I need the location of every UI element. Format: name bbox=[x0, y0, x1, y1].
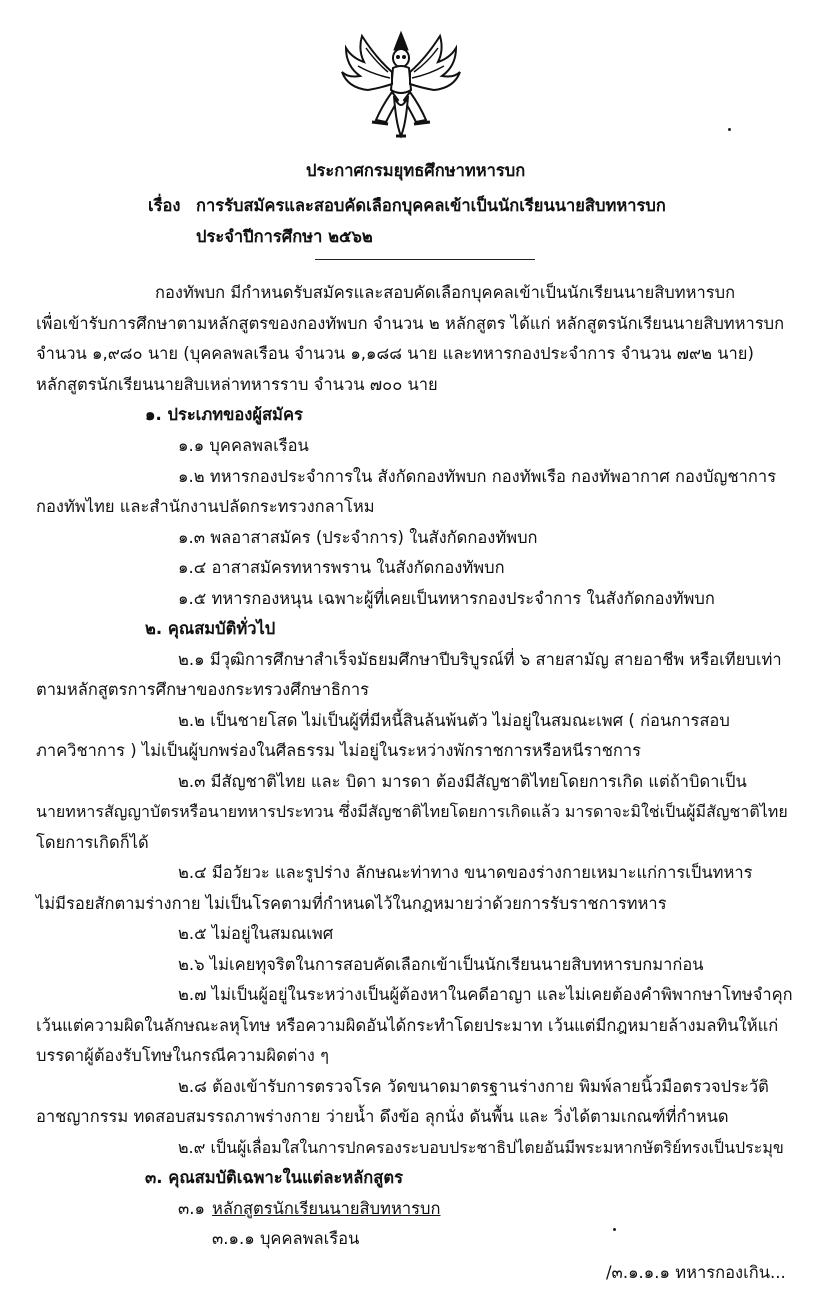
intro-line: กองทัพบก มีกำหนดรับสมัครและสอบคัดเลือกบุคคลเข้าเป็นนักเรียนนายสิบทหารบก bbox=[155, 283, 736, 302]
section2-item-cont: เว้นแต่ความผิดในลักษณะลหุโทษ หรือความผิดอันได้กระทำโดยประมาท เว้นแต่มีกฎหมายล้างมลทินให้แก่ bbox=[36, 1016, 779, 1035]
scan-speck bbox=[613, 1228, 616, 1231]
section1-heading: ๑. ประเภทของผู้สมัคร bbox=[145, 405, 303, 424]
title-divider bbox=[315, 259, 535, 260]
section2-item: ๒.๑ มีวุฒิการศึกษาสำเร็จมัธยมศึกษาปีบริบูรณ์ที่ ๖ สายสามัญ สายอาชีพ หรือเทียบเท่า bbox=[178, 650, 782, 669]
section2-item: ๒.๖ ไม่เคยทุจริตในการสอบคัดเลือกเข้าเป็นนักเรียนนายสิบทหารบกมาก่อน bbox=[178, 955, 704, 974]
section2-item: ๒.๘ ต้องเข้ารับการตรวจโรค วัดขนาดมาตรฐานร่างกาย พิมพ์ลายนิ้วมือตรวจประวัติ bbox=[178, 1077, 769, 1096]
page-continuation: /๓.๑.๑.๑ ทหารกองเกิน... bbox=[606, 1263, 786, 1282]
section2-item-cont: ตามหลักสูตรการศึกษาของกระทรวงศึกษาธิการ bbox=[36, 680, 370, 699]
section2-item-cont: นายทหารสัญญาบัตรหรือนายทหารประทวน ซึ่งมีสัญชาติไทยโดยการเกิดแล้ว มารดาจะมิใช่เป็นผู้มีสัญชาติไทย bbox=[36, 802, 788, 821]
section2-item-cont: อาชญากรรม ทดสอบสมรรถภาพร่างกาย ว่ายน้ำ ดึงข้อ ลุกนั่ง ดันพื้น และ วิ่งได้ตามเกณฑ์ที่กำหนด bbox=[36, 1107, 729, 1126]
announcement-title: ประกาศกรมยุทธศึกษาทหารบก bbox=[306, 161, 526, 180]
section2-heading: ๒. คุณสมบัติทั่วไป bbox=[145, 619, 276, 638]
intro-line: หลักสูตรนักเรียนนายสิบเหล่าทหารราบ จำนวน ๗๐๐ นาย bbox=[36, 375, 438, 394]
intro-line: เพื่อเข้ารับการศึกษาตามหลักสูตรของกองทัพบก จำนวน ๒ หลักสูตร ได้แก่ หลักสูตรนักเรียนนายสิบทหารบก bbox=[36, 314, 785, 333]
section3-sub-number: ๓.๑ bbox=[178, 1199, 205, 1218]
section2-item-cont: ไม่มีรอยสักตามร่างกาย ไม่เป็นโรคตามที่กำหนดไว้ในกฎหมายว่าด้วยการรับราชการทหาร bbox=[36, 894, 667, 913]
section2-item-cont: บรรดาผู้ต้องรับโทษในกรณีความผิดต่าง ๆ bbox=[36, 1046, 329, 1065]
section1-item: ๑.๒ ทหารกองประจำการใน สังกัดกองทัพบก กองทัพเรือ กองทัพอากาศ กองบัญชาการ bbox=[178, 467, 777, 486]
section2-item-cont: ภาควิชาการ ) ไม่เป็นผู้บกพร่องในศีลธรรม ไม่อยู่ในระหว่างพักราชการหรือหนีราชการ bbox=[36, 741, 642, 760]
section3-heading: ๓. คุณสมบัติเฉพาะในแต่ละหลักสูตร bbox=[145, 1168, 403, 1187]
section2-item-cont: โดยการเกิดก็ได้ bbox=[36, 833, 149, 852]
section1-item: ๑.๕ ทหารกองหนุน เฉพาะผู้ที่เคยเป็นทหารกองประจำการ ในสังกัดกองทัพบก bbox=[178, 589, 715, 608]
section3-subsub: ๓.๑.๑ บุคคลพลเรือน bbox=[212, 1229, 360, 1248]
section2-item: ๒.๓ มีสัญชาติไทย และ บิดา มารดา ต้องมีสัญชาติไทยโดยการเกิด แต่ถ้าบิดาเป็น bbox=[178, 772, 747, 791]
section3-sub-title: หลักสูตรนักเรียนนายสิบทหารบก bbox=[212, 1199, 441, 1218]
scan-speck bbox=[728, 128, 731, 131]
section2-item: ๒.๙ เป็นผู้เลื่อมใสในการปกครองระบอบประชาธิปไตยอันมีพระมหากษัตริย์ทรงเป็นประมุข bbox=[178, 1138, 784, 1157]
garuda-emblem-icon bbox=[336, 28, 466, 143]
section2-item: ๒.๕ ไม่อยู่ในสมณเพศ bbox=[178, 924, 334, 943]
subject-label: เรื่อง bbox=[148, 196, 181, 215]
section1-item: ๑.๓ พลอาสาสมัคร (ประจำการ) ในสังกัดกองทัพบก bbox=[178, 528, 538, 547]
section2-item: ๒.๒ เป็นชายโสด ไม่เป็นผู้ที่มีหนี้สินล้นพ้นตัว ไม่อยู่ในสมณะเพศ ( ก่อนการสอบ bbox=[178, 711, 730, 730]
academic-year: ประจำปีการศึกษา ๒๕๖๒ bbox=[196, 227, 373, 246]
section1-item-cont: กองทัพไทย และสำนักงานปลัดกระทรวงกลาโหม bbox=[36, 497, 375, 516]
subject-text: การรับสมัครและสอบคัดเลือกบุคคลเข้าเป็นนักเรียนนายสิบทหารบก bbox=[196, 196, 666, 215]
section1-item: ๑.๑ บุคคลพลเรือน bbox=[178, 436, 309, 455]
intro-line: จำนวน ๑,๙๘๐ นาย (บุคคลพลเรือน จำนวน ๑,๑๘๘ นาย และทหารกองประจำการ จำนวน ๗๙๒ นาย) bbox=[36, 344, 754, 363]
section2-item: ๒.๔ มีอวัยวะ และรูปร่าง ลักษณะท่าทาง ขนาดของร่างกายเหมาะแก่การเป็นทหาร bbox=[178, 863, 753, 882]
section1-item: ๑.๔ อาสาสมัครทหารพราน ในสังกัดกองทัพบก bbox=[178, 558, 505, 577]
section2-item: ๒.๗ ไม่เป็นผู้อยู่ในระหว่างเป็นผู้ต้องหาในคดีอาญา และไม่เคยต้องคำพิพากษาโทษจำคุก bbox=[178, 985, 793, 1004]
